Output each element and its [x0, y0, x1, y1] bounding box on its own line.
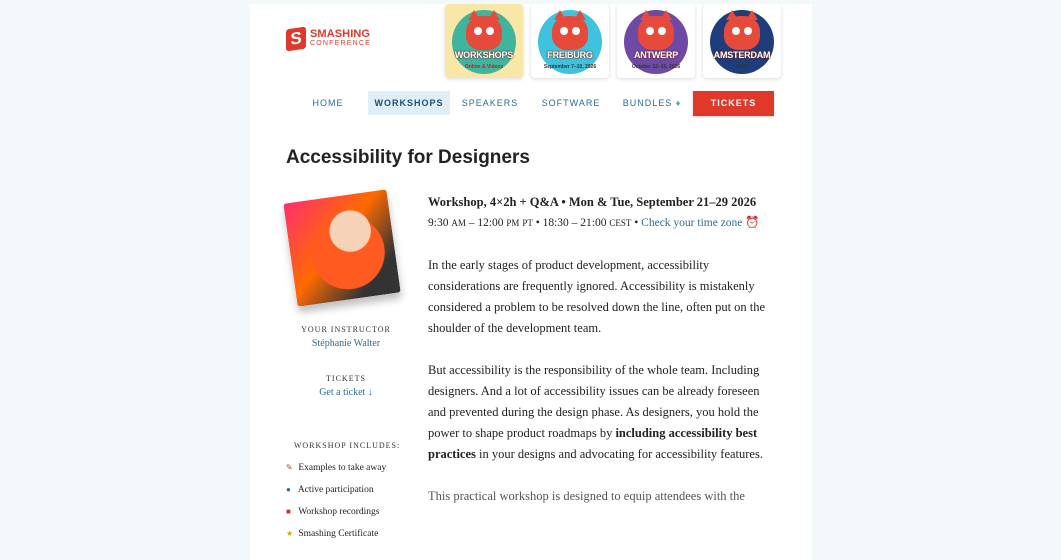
cat-mascot-icon	[552, 16, 588, 50]
cat-mascot-icon	[724, 16, 760, 50]
rocket-icon: ✎	[286, 463, 293, 472]
cat-mascot-icon	[466, 16, 502, 50]
event-name: ANTWERP	[633, 50, 679, 60]
page	[250, 4, 812, 560]
event-name: FREIBURG	[547, 50, 593, 60]
list-item: ✎ Examples to take away	[286, 460, 408, 482]
smashing-logo[interactable]	[286, 28, 371, 50]
includes-label: WORKSHOP INCLUDES:	[293, 441, 401, 450]
workshop-description	[428, 192, 773, 507]
event-card-antwerp[interactable]	[617, 4, 695, 78]
logo-mark: S	[286, 27, 306, 52]
event-date: October 12–15, 2026	[631, 64, 681, 70]
main-nav	[288, 91, 692, 115]
cat-mascot-icon	[638, 16, 674, 50]
event-card-freiburg[interactable]	[531, 4, 609, 78]
bundles-icon: ♦	[675, 98, 682, 108]
get-ticket-link[interactable]: Get a ticket ↓	[319, 387, 373, 398]
nav-tickets-button[interactable]: TICKETS	[693, 91, 774, 116]
alarm-clock-icon: ⏰	[745, 217, 760, 229]
paragraph-3: This practical workshop is designed to equip attendees with the	[428, 489, 745, 503]
paragraph-2: But accessibility is the responsibility of the whole team. Including designers. And a lot of accessibility issues can be already foreseen and prevented during the design phase. As designers, you hold the power to shape product roadmaps by including accessibility best practices in your designs and advocating for accessibility features.	[428, 363, 763, 461]
instructor-photo	[283, 189, 400, 306]
event-date: September 7–10, 2026	[543, 64, 597, 70]
event-card-amsterdam[interactable]	[703, 4, 781, 78]
nav-bundles-label: BUNDLES	[622, 98, 673, 108]
event-card-workshops[interactable]	[445, 4, 523, 78]
event-cards	[445, 4, 789, 78]
workshop-includes	[286, 441, 408, 548]
gift-icon: ■	[286, 507, 291, 516]
instructor-label: YOUR INSTRUCTOR	[301, 325, 391, 334]
logo-name: SMASHING	[310, 28, 371, 40]
event-name: AMSTERDAM	[713, 50, 771, 60]
workshop-headline: Workshop, 4×2h + Q&A • Mon & Tue, September 21–29 2026	[428, 195, 757, 209]
paragraph-1: In the early stages of product development, accessibility considerations are frequently ignored. Accessibility is mistakenly considered a problem to be resolved down the line, often put on the shoulder of the development team.	[428, 258, 766, 335]
nav-home[interactable]: HOME	[312, 98, 344, 108]
list-item: ● Active participation	[286, 482, 408, 504]
nav-workshops[interactable]: WORKSHOPS	[368, 91, 450, 115]
page-title: Accessibility for Designers	[286, 147, 530, 168]
medal-icon: ★	[286, 529, 294, 538]
nav-bundles[interactable]	[612, 91, 692, 115]
nav-speakers[interactable]: SPEAKERS	[461, 98, 519, 108]
instructor-link[interactable]: Stéphanie Walter	[311, 338, 381, 349]
instructor-block	[280, 325, 412, 349]
event-date: 2027	[736, 64, 748, 70]
list-item: ■ Workshop recordings	[286, 504, 408, 526]
workshop-time: 9:30 AM – 12:00 PM PT • 18:30 – 21:00 CEST • Check your time zone ⏰	[428, 217, 760, 229]
tickets-label: TICKETS	[326, 374, 366, 383]
logo-sub: CONFERENCE	[310, 40, 372, 47]
tickets-block	[280, 374, 412, 398]
timezone-link[interactable]: Check your time zone	[641, 217, 743, 229]
event-name: WORKSHOPS	[454, 50, 514, 60]
list-item: ★ Smashing Certificate	[286, 526, 408, 548]
bold-text: including accessibility best practices	[428, 426, 758, 461]
nav-software[interactable]: SOFTWARE	[541, 98, 601, 108]
event-date: Online & Videos	[464, 64, 504, 70]
speech-icon: ●	[286, 485, 291, 494]
